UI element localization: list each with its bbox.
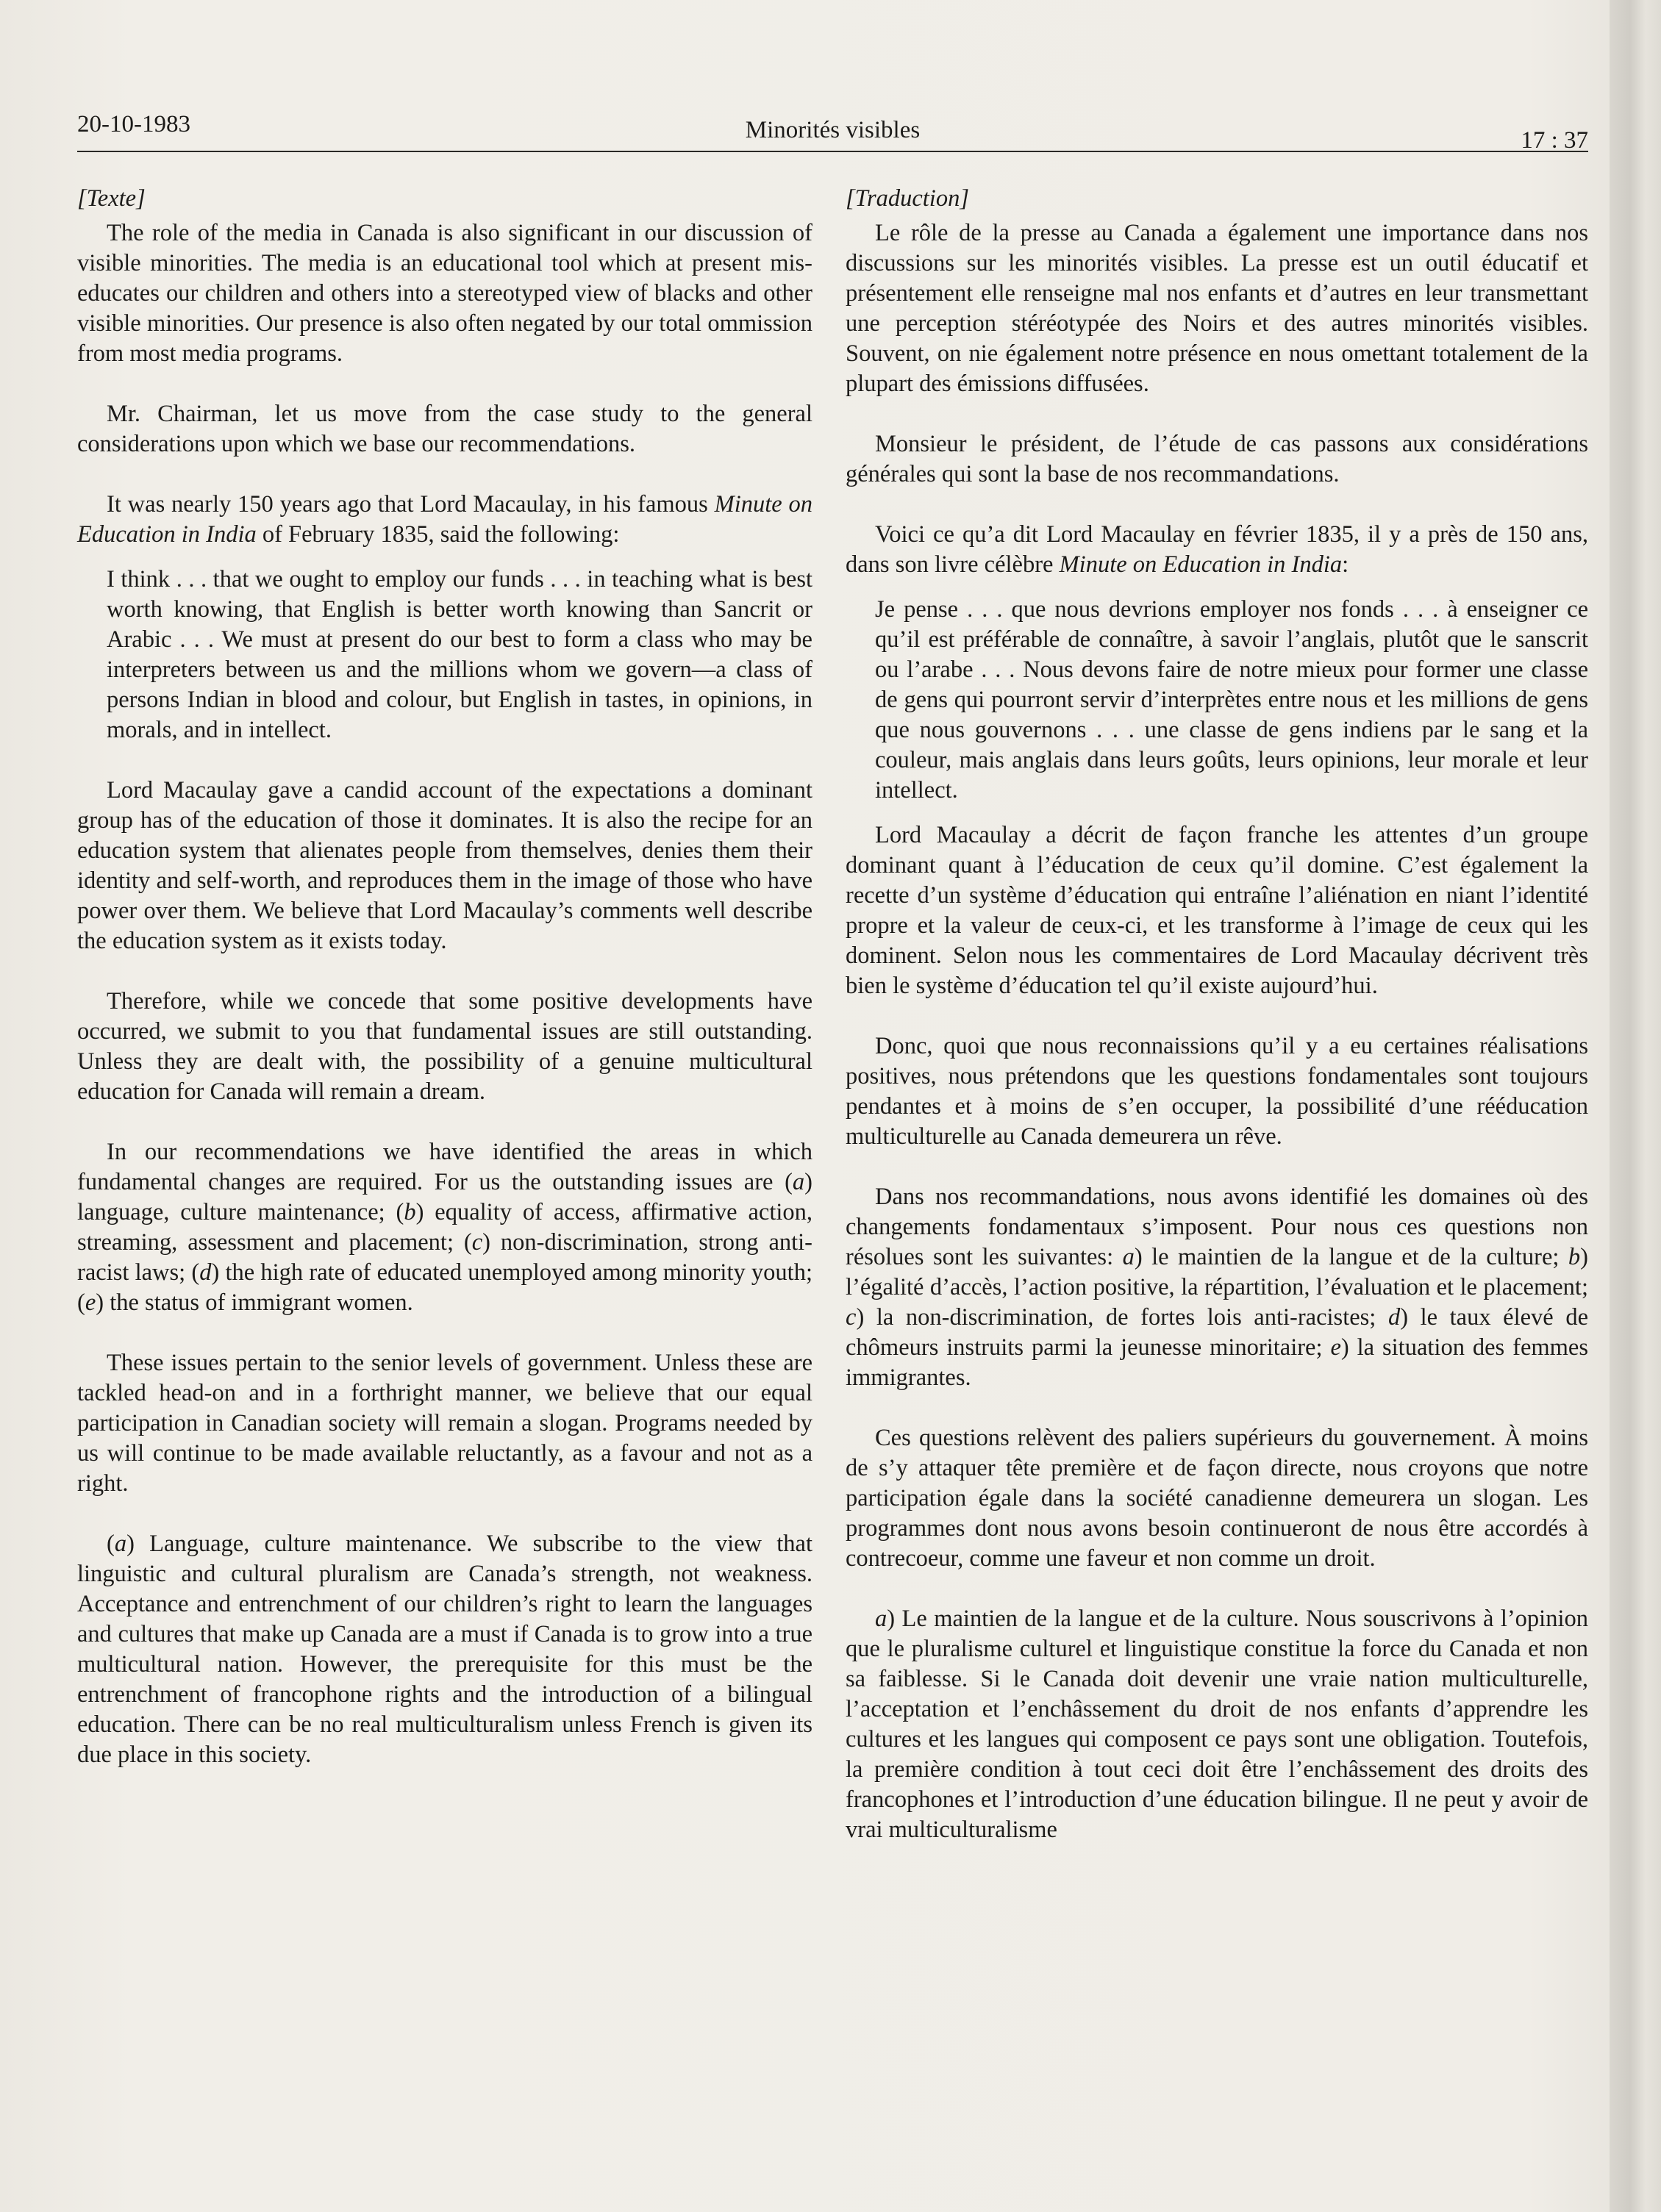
paragraph: Monsieur le président, de l’étude de cas passons aux considérations générales qui sont la base de nos recommandations. [846,431,1588,487]
paragraph: Ces questions relèvent des paliers supérieurs du gouvernement. À moins de s’y attaquer tête première et de façon directe, nous croyons que notre participation égale dans la société canadienne demeurera un slogan. Les programmes dont nous avons besoin continueront de nous être accordés à contrecoeur, comme une faveur et non comme un droit. [846,1425,1588,1572]
block-quote: Je pense . . . que nous devrions employer nos fonds . . . à enseigner ce qu’il est préférable de connaître, à savoir l’anglais, plutôt que le sanscrit ou l’arabe . . . Nous devons faire de notre mieux pour former une classe de gens qui pourront servir d’interprètes entre nous et les millions de gens que nous gouvernons . . . une classe de gens indiens par le sang et la couleur, mais anglais dans leurs goûts, leurs opinions, leur morale et leur intellect. [875,596,1588,803]
paragraph: Donc, quoi que nous reconnaissions qu’il y a eu certaines réalisations positives, nous prétendons que les questions fondamentales sont toujours pendantes et à moins de s’en occuper, la possibilité d’une rééducation multiculturelle au Canada demeurera un rêve. [846,1033,1588,1150]
block-quote: I think . . . that we ought to employ our funds . . . in teaching what is best worth knowing, that English is better worth knowing than Sancrit or Arabic . . . We must at present do our best to form a class who may be interpreters between us and the millions whom we govern—a class of persons Indian in blood and colour, but English in tastes, in opinions, in morals, and in intellect. [107,566,812,743]
running-header [77,107,1588,152]
french-column [846,184,1588,1845]
header-page-number: 17 : 37 [1521,127,1588,154]
paragraph: It was nearly 150 years ago that Lord Macaulay, in his famous Minute on Education in India of February 1835, said the following: [77,491,813,548]
page-edge-shadow [1610,0,1661,2212]
paragraph: Le rôle de la presse au Canada a également une importance dans nos discussions sur les minorités visibles. La presse est un outil éducatif et présentement elle renseigne mal nos enfants et d’autres en leur transmettant une perception stéréotypée des Noirs et des autres minorités visibles. Souvent, on nie également notre présence en nous omettant totalement de la plupart des émissions diffusées. [846,220,1588,397]
paragraph: Dans nos recommandations, nous avons identifié les domaines où des changements fondamentaux s’imposent. Pour nous ces questions non résolues sont les suivantes: a) le maintien de la langue et de la culture; b) l’égalité d’accès, l’action positive, la répartition, l’évaluation et le placement; c) la non-discrimination, de fortes lois anti-racistes; d) le taux élevé de chômeurs instruits parmi la jeunesse minoritaire; e) la situation des femmes immigrantes. [846,1184,1589,1391]
paragraph: The role of the media in Canada is also significant in our discussion of visible minorities. The media is an educational tool which at present mis-educates our children and others into a stereotyped view of blacks and other visible minorities. Our presence is also often negated by our total ommission from most media programs. [77,220,812,367]
header-rule [77,151,1588,152]
paragraph: These issues pertain to the senior levels of government. Unless these are tackled head-on and in a forthright manner, we believe that our equal participation in Canadian society will remain a slogan. Programs needed by us will continue to be made available reluctantly, as a favour and not as a right. [77,1350,812,1497]
paragraph: Lord Macaulay a décrit de façon franche les attentes d’un groupe dominant quant à l’éducation de ceux qu’il domine. C’est également la recette d’un système d’éducation qui entraîne l’aliénation en niant l’identité propre et la valeur de ceux-ci, et les transforme à l’image de ceux qui les dominent. Selon nous les commentaires de Lord Macaulay décrivent très bien le système d’éducation tel qu’il existe aujourd’hui. [846,822,1588,999]
column-label-traduction: [Traduction] [846,185,969,212]
paragraph: (a) Language, culture maintenance. We subscribe to the view that linguistic and cultural pluralism are Canada’s strength, not weakness. Acceptance and entrenchment of our children’s right to learn the languages and cultures that make up Canada are a must if Canada is to grow into a true multicultural nation. However, the prerequisite for this must be the entrenchment of francophone rights and the introduction of a bilingual education. There can be no real multiculturalism unless French is given its due place in this society. [77,1531,812,1768]
paragraph: a) Le maintien de la langue et de la culture. Nous souscrivons à l’opinion que le pluralisme culturel et linguistique constitue la force du Canada et non sa faiblesse. Si le Canada doit devenir une vraie nation multiculturelle, l’acceptation et l’enchâssement du droit de nos enfants d’apprendre les cultures et les langues qui composent ce pays sont une obligation. Toutefois, la première condition à tout ceci doit être l’enchâssement des droits des francophones et l’introduction d’une éducation bilingue. Il ne peut y avoir de vrai multiculturalisme [846,1606,1588,1843]
english-column [77,184,812,1800]
header-date: 20-10-1983 [77,111,190,137]
header-title: Minorités visibles [745,117,921,143]
paragraph: Lord Macaulay gave a candid account of the expectations a dominant group has of the education of those it dominates. It is also the recipe for an education system that alienates people from themselves, denies them their identity and self-worth, and reproduces them in the image of those who have power over them. We believe that Lord Macaulay’s comments well describe the education system as it exists today. [77,777,812,954]
paragraph: Therefore, while we concede that some positive developments have occurred, we submit to you that fundamental issues are still outstanding. Unless they are dealt with, the possibility of a genuine multicultural education for Canada will remain a dream. [77,988,812,1105]
paragraph: Voici ce qu’a dit Lord Macaulay en février 1835, il y a près de 150 ans, dans son livre célèbre Minute on Education in India: [846,521,1588,578]
paragraph: Mr. Chairman, let us move from the case study to the general considerations upon which we base our recommendations. [77,401,812,457]
paragraph: In our recommendations we have identified the areas in which fundamental changes are required. For us the outstanding issues are (a) language, culture maintenance; (b) equality of access, affirmative action, streaming, assessment and placement; (c) non-discrimination, strong anti-racist laws; (d) the high rate of educated unemployed among minority youth; (e) the status of immigrant women. [77,1139,812,1316]
column-label-texte: [Texte] [77,185,146,212]
